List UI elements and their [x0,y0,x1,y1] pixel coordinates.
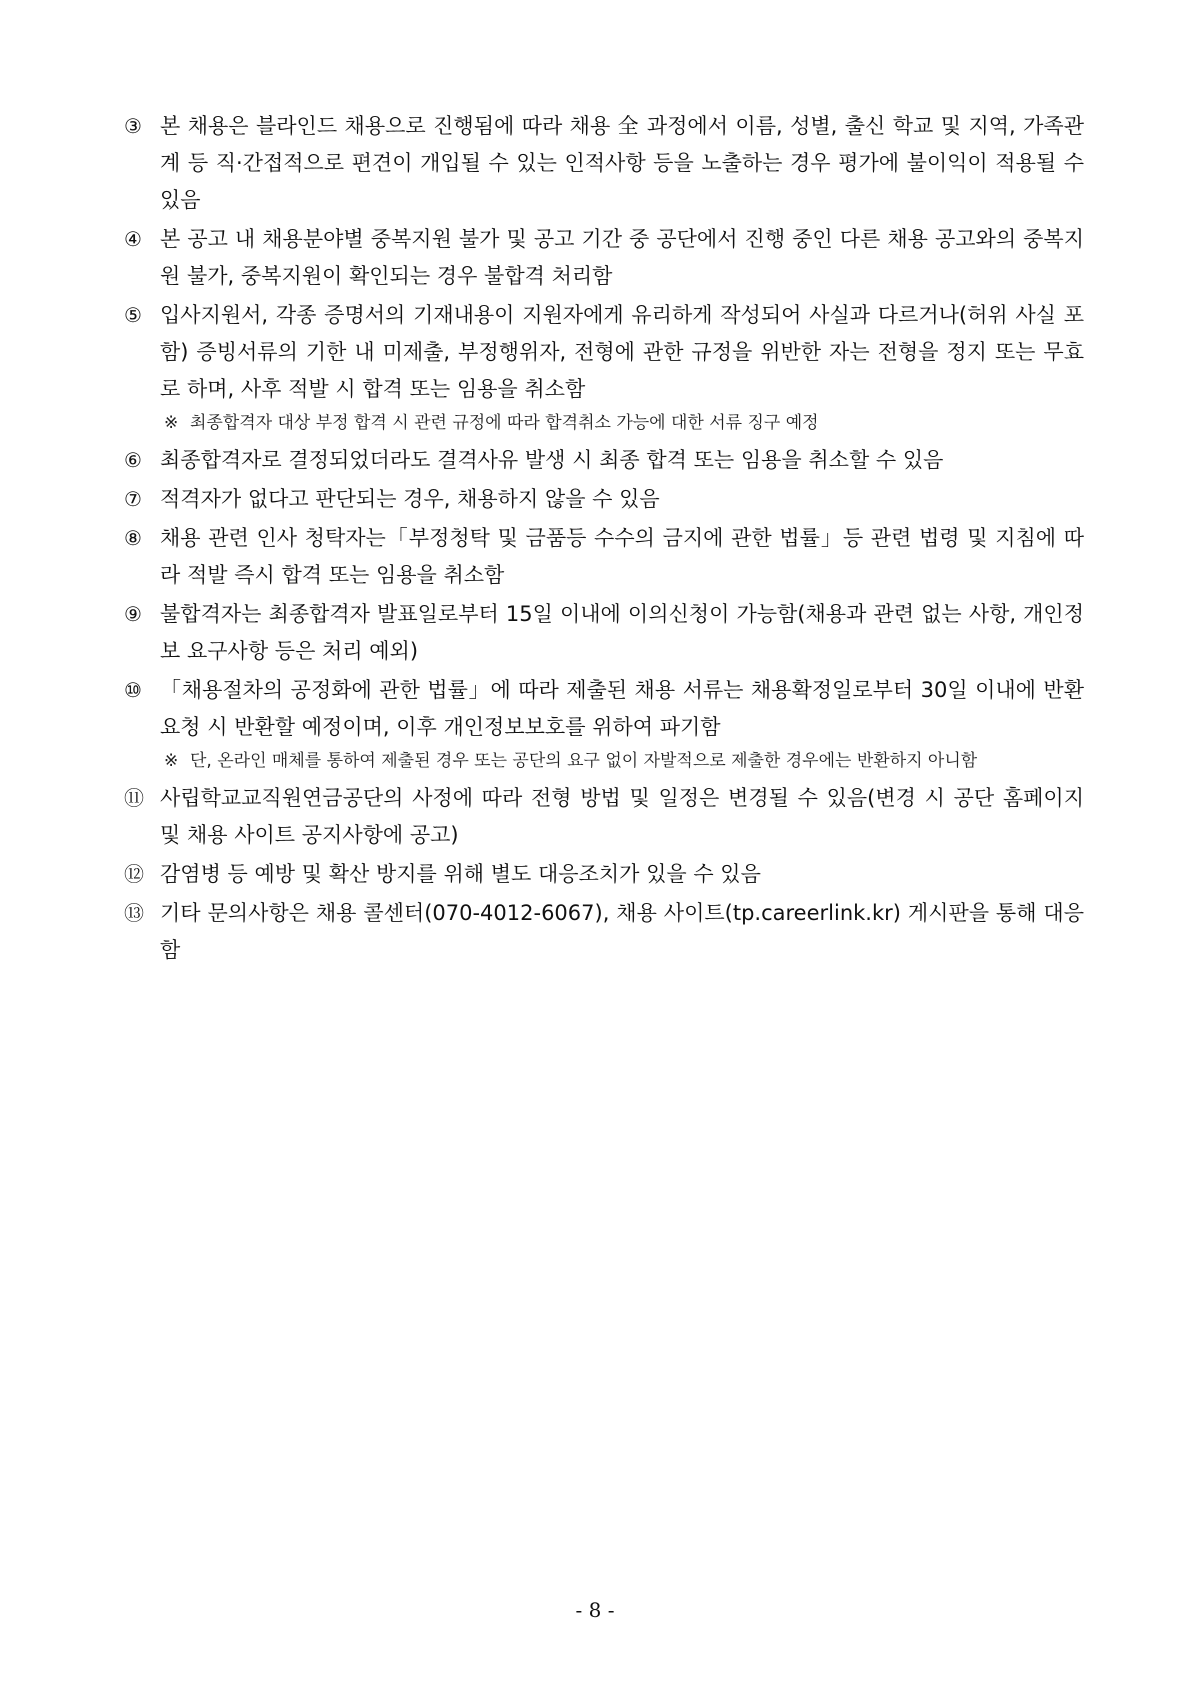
list-item [124,108,1084,219]
list-item [124,895,1084,969]
item-text: 기타 문의사항은 채용 콜센터(070-4012-6067), 채용 사이트(tp.careerlink.kr) 게시판을 통해 대응함 [160,901,1084,962]
item-number: ③ [124,114,142,138]
list-item [124,481,1084,518]
note [164,408,1084,438]
note-mark: ※ [164,413,179,433]
item-text: 「채용절차의 공정화에 관한 법률」에 따라 제출된 채용 서류는 채용확정일로부터 30일 이내에 반환 요청 시 반환할 예정이며, 이후 개인정보보호를 위하여 파기함 [160,678,1084,739]
notice-list [124,108,1084,971]
item-number: ⑪ [124,786,144,810]
list-item [124,442,1084,479]
list-item [124,520,1084,594]
item-text: 본 공고 내 채용분야별 중복지원 불가 및 공고 기간 중 공단에서 진행 중인 다른 채용 공고와의 중복지원 불가, 중복지원이 확인되는 경우 불합격 처리함 [160,227,1084,288]
item-number: ⑤ [124,303,142,327]
item-number: ⑬ [124,901,144,925]
item-number: ⑧ [124,526,142,550]
page-number: - 8 - [575,1598,615,1622]
note-text: 단, 온라인 매체를 통하여 제출된 경우 또는 공단의 요구 없이 자발적으로 제출한 경우에는 반환하지 아니함 [190,751,978,771]
note-mark: ※ [164,751,179,771]
item-text: 최종합격자로 결정되었더라도 결격사유 발생 시 최종 합격 또는 임용을 취소할 수 있음 [160,448,944,472]
item-number: ⑩ [124,678,142,702]
item-text: 불합격자는 최종합격자 발표일로부터 15일 이내에 이의신청이 가능함(채용과 관련 없는 사항, 개인정보 요구사항 등은 처리 예외) [160,602,1084,663]
item-number: ④ [124,227,142,251]
list-item [124,596,1084,670]
list-item [124,297,1084,408]
list-item [124,672,1084,746]
item-text: 사립학교교직원연금공단의 사정에 따라 전형 방법 및 일정은 변경될 수 있음(변경 시 공단 홈페이지 및 채용 사이트 공지사항에 공고) [160,786,1084,847]
item-text: 감염병 등 예방 및 확산 방지를 위해 별도 대응조치가 있을 수 있음 [160,862,761,886]
note [164,746,1084,776]
item-text: 적격자가 없다고 판단되는 경우, 채용하지 않을 수 있음 [160,487,660,511]
item-number: ⑥ [124,448,142,472]
item-text: 채용 관련 인사 청탁자는「부정청탁 및 금품등 수수의 금지에 관한 법률」등 관련 법령 및 지침에 따라 적발 즉시 합격 또는 임용을 취소함 [160,526,1084,587]
item-number: ⑦ [124,487,142,511]
item-number: ⑫ [124,862,144,886]
note-text: 최종합격자 대상 부정 합격 시 관련 규정에 따라 합격취소 가능에 대한 서류 징구 예정 [190,413,819,433]
list-item [124,780,1084,854]
item-text: 본 채용은 블라인드 채용으로 진행됨에 따라 채용 全 과정에서 이름, 성별, 출신 학교 및 지역, 가족관계 등 직·간접적으로 편견이 개입될 수 있는 인적사항 등을 노출하는 경우 평가에 불이익이 적용될 수 있음 [160,114,1084,212]
item-number: ⑨ [124,602,142,626]
list-item [124,856,1084,893]
item-text: 입사지원서, 각종 증명서의 기재내용이 지원자에게 유리하게 작성되어 사실과 다르거나(허위 사실 포함) 증빙서류의 기한 내 미제출, 부정행위자, 전형에 관한 규정을 위반한 자는 전형을 정지 또는 무효로 하며, 사후 적발 시 합격 또는 임용을 취소함 [160,303,1085,401]
list-item [124,221,1084,295]
